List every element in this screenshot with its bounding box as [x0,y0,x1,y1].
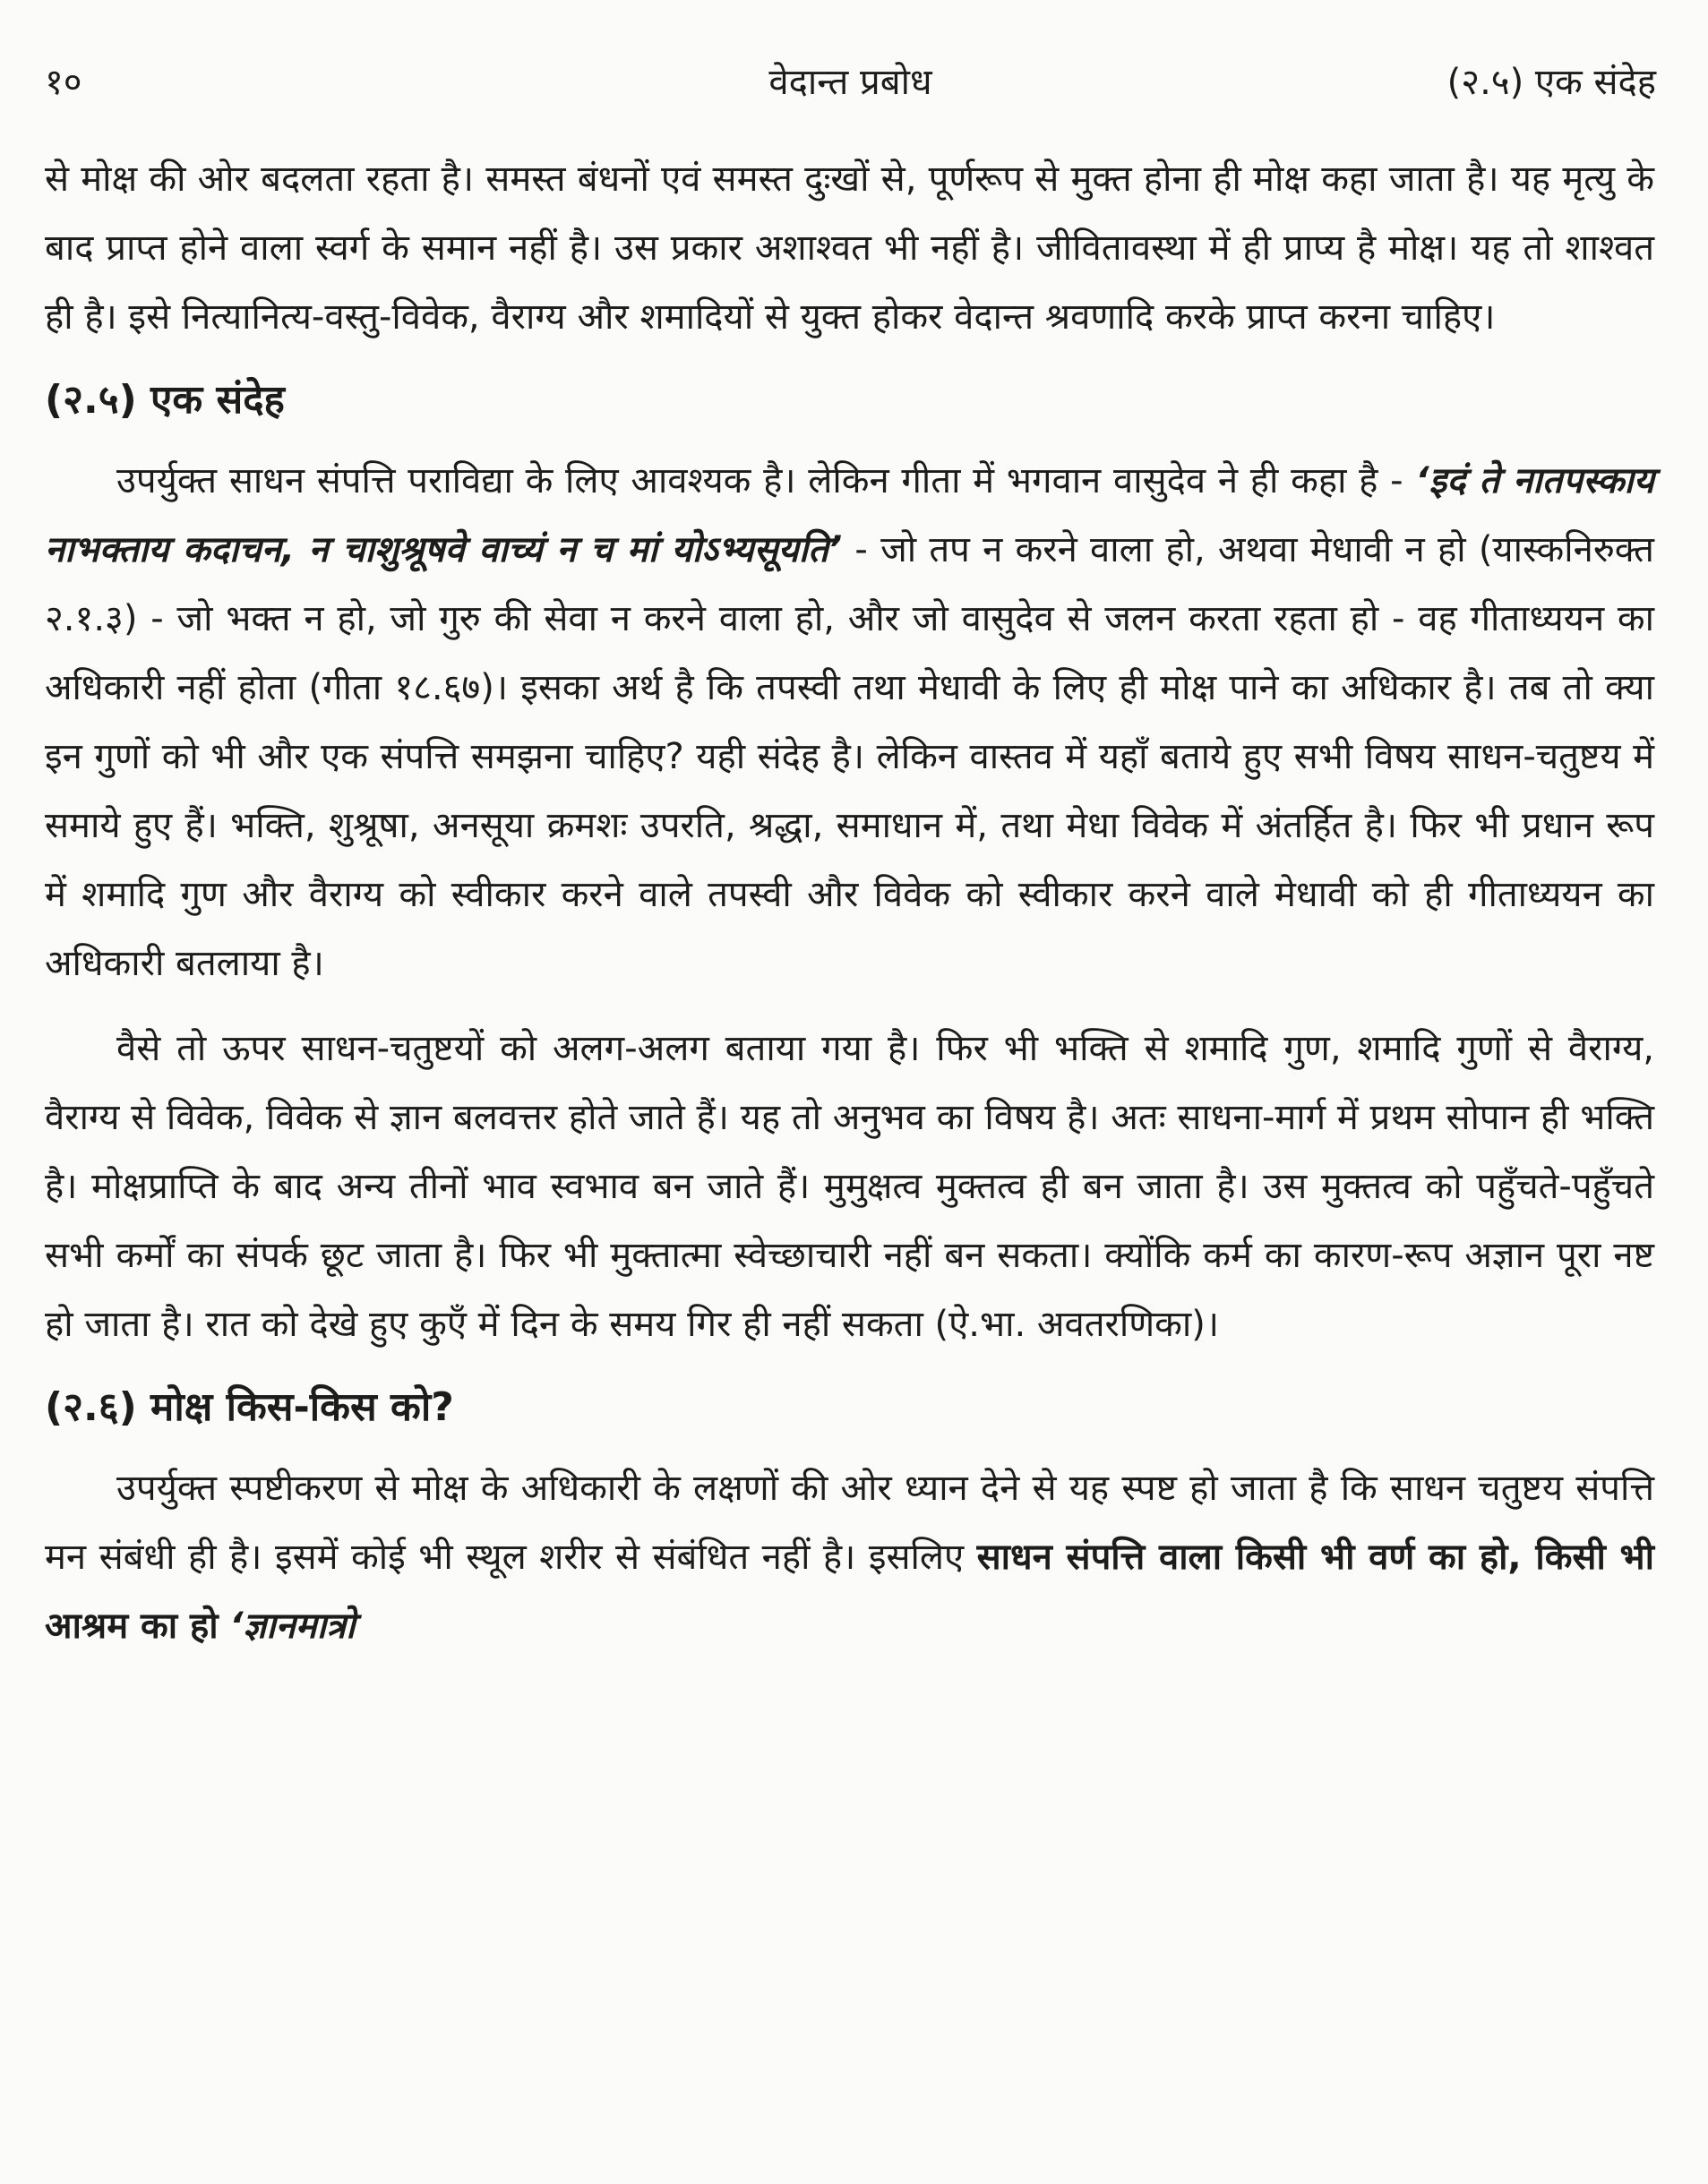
paragraph-continuation: - जो तप न करने वाला हो, अथवा मेधावी न हो (यास्कनिरुक्त २.१.३) - जो भक्त न हो, जो गुरु की सेवा न करने वाला हो, और जो वासुदेव से जलन करता रहता हो - वह गीताध्ययन का अधिकारी नहीं होता (गीता १८.६७)। इसका अर्थ है कि तपस्वी तथा मेधावी के लिए ही मोक्ष पाने का अधिकार है। तब तो क्या इन गुणों को भी और एक संपत्ति समझना चाहिए? यही संदेह है। लेकिन वास्तव में यहाँ बताये हुए सभी विषय साधन-चतुष्टय में समाये हुए हैं। भक्ति, शुश्रूषा, अनसूया क्रमशः उपरति, श्रद्धा, समाधान में, तथा मेधा विवेक में अंतर्हित है। फिर भी प्रधान रूप में शमादि गुण और वैराग्य को स्वीकार करने वाले तपस्वी और विवेक को स्वीकार करने वाले मेधावी को ही गीताध्ययन का अधिकारी बतलाया है। [45,529,1654,984]
running-section-title: (२.५) एक संदेह [1446,62,1656,103]
continued-paragraph: से मोक्ष की ओर बदलता रहता है। समस्त बंधनों एवं समस्त दुःखों से, पूर्णरूप से मुक्त होना ही मोक्ष कहा जाता है। यह मृत्यु के बाद प्राप्त होने वाला स्वर्ग के समान नहीं है। उस प्रकार अशाश्वत भी नहीं है। जीवितावस्था में ही प्राप्य है मोक्ष। यह तो शाश्वत ही है। इसे नित्यानित्य-वस्तु-विवेक, वैराग्य और शमादियों से युक्त होकर वेदान्त श्रवणादि करके प्राप्त करना चाहिए। [45,158,1654,338]
section-2-5-paragraph-1 [45,447,1654,998]
book-title: वेदान्त प्रबोध [768,62,932,103]
closing-quote: ‘ज्ञानमात्रो [229,1606,356,1647]
section-2-5-paragraph-2: वैसे तो ऊपर साधन-चतुष्टयों को अलग-अलग बताया गया है। फिर भी भक्ति से शमादि गुण, शमादि गुणों से वैराग्य, वैराग्य से विवेक, विवेक से ज्ञान बलवत्तर होते जाते हैं। यह तो अनुभव का विषय है। अतः साधना-मार्ग में प्रथम सोपान ही भक्ति है। मोक्षप्राप्ति के बाद अन्य तीनों भाव स्वभाव बन जाते हैं। मुमुक्षत्व मुक्तत्व ही बन जाता है। उस मुक्तत्व को पहुँचते-पहुँचते सभी कर्मों का संपर्क छूट जाता है। फिर भी मुक्तात्मा स्वेच्छाचारी नहीं बन सकता। क्योंकि कर्म का कारण-रूप अज्ञान पूरा नष्ट हो जाता है। रात को देखे हुए कुएँ में दिन के समय गिर ही नहीं सकता (ऐ.भा. अवतरणिका)। [45,1028,1654,1345]
page-number: १० [45,62,82,103]
paragraph-intro: उपर्युक्त स्पष्टीकरण से मोक्ष के अधिकारी के लक्षणों की ओर ध्यान देने से यह स्पष्ट हो जाता है कि साधन चतुष्टय संपत्ति मन संबंधी ही है। इसमें कोई भी स्थूल शरीर से संबंधित नहीं है। इसलिए [45,1468,1654,1578]
paragraph-intro: उपर्युक्त साधन संपत्ति पराविद्या के लिए आवश्यक है। लेकिन गीता में भगवान वासुदेव ने ही कहा है - [116,460,1403,501]
page-header [45,56,1656,109]
section-2-6-paragraph-1 [45,1454,1654,1661]
bold-emphasis: साधन संपत्ति वाला किसी भी वर्ण का हो, किसी भी आश्रम का हो [45,1537,1655,1647]
section-heading-2-5: (२.५) एक संदेह [45,377,285,423]
gita-quote: ‘इदं ते नातपस्काय नाभक्ताय कदाचन, न चाशुश्रूषवे वाच्यं न च मां योऽभ्यसूयति’ [45,460,1654,570]
page-body [45,145,1654,1661]
section-heading-2-6: (२.६) मोक्ष किस-किस को? [45,1384,454,1430]
